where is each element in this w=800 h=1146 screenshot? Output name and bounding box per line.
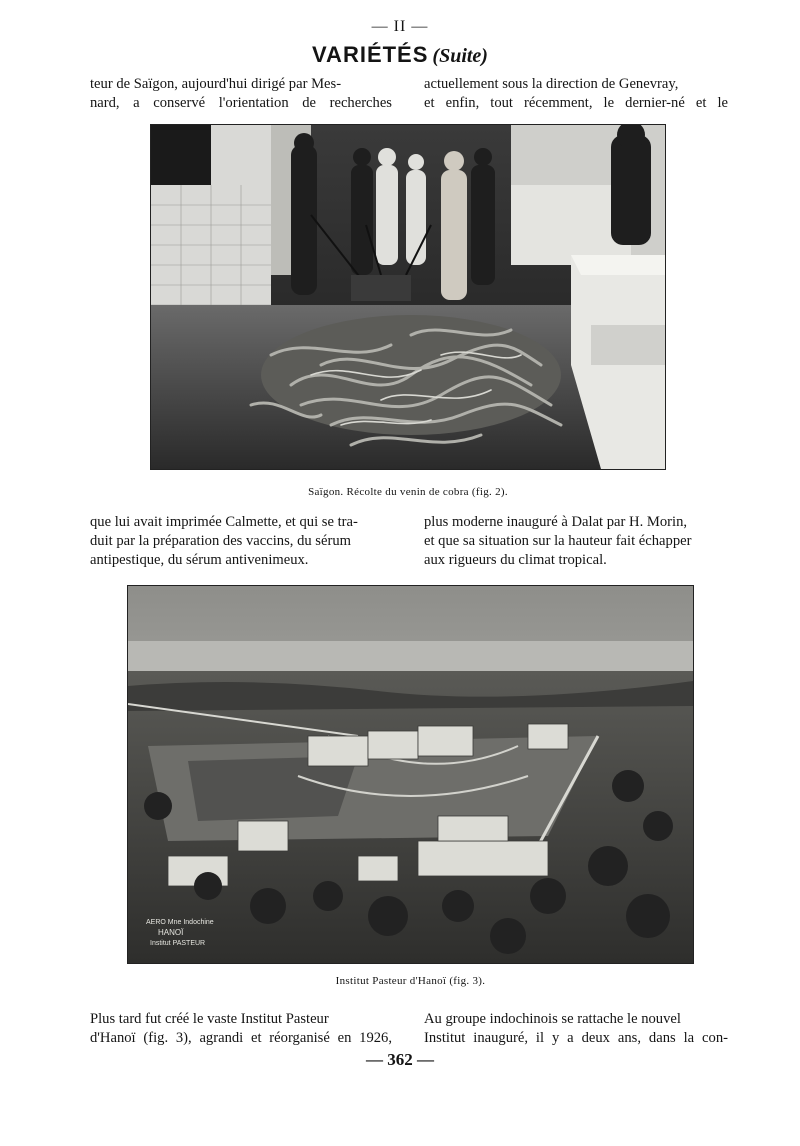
stamp-line-1: AERO Mne Indochine <box>146 919 214 926</box>
page-title <box>0 42 800 68</box>
text-line: nard, a conservé l'orientation de recherches <box>90 95 392 111</box>
stamp-line-2: HANOÏ <box>158 928 184 937</box>
figure-3-caption: Institut Pasteur d'Hanoï (fig. 3). <box>335 975 486 987</box>
text-block-1-left <box>90 75 392 113</box>
text-line: actuellement sous la direction de Genevray, <box>424 76 679 92</box>
text-line: aux rigueurs du climat tropical. <box>424 552 607 568</box>
title-suite: (Suite) <box>432 45 488 67</box>
text-line: et que sa situation sur la hauteur fait échapper <box>424 533 692 549</box>
page-folio: — II — <box>371 18 429 35</box>
stamp-line-3: Institut PASTEUR <box>150 940 206 947</box>
text-block-3-right <box>424 1010 728 1048</box>
text-line: duit par la préparation des vaccins, du sérum <box>90 533 351 549</box>
text-block-2-left <box>90 513 392 570</box>
text-line: et enfin, tout récemment, le dernier-né et le <box>424 95 728 111</box>
figure-2-caption: Saïgon. Récolte du venin de cobra (fig. 2). <box>308 486 508 498</box>
text-block-1-right <box>424 75 728 113</box>
text-line: Plus tard fut créé le vaste Institut Pasteur <box>90 1011 329 1027</box>
photo-hanoi-image <box>128 586 693 963</box>
text-line: d'Hanoï (fig. 3), agrandi et réorganisé en 1926, <box>90 1030 392 1046</box>
page-number: — 362 — <box>366 1050 434 1069</box>
text-block-2-right <box>424 513 728 570</box>
text-line: Institut inauguré, il y a deux ans, dans la con- <box>424 1030 728 1046</box>
text-line: teur de Saïgon, aujourd'hui dirigé par Mes- <box>90 76 342 92</box>
text-line: que lui avait imprimée Calmette, et qui se tra- <box>90 514 358 530</box>
text-line: Au groupe indochinois se rattache le nouvel <box>424 1011 681 1027</box>
text-block-3-left <box>90 1010 392 1048</box>
photo-cobra-image <box>151 125 665 469</box>
text-line: plus moderne inauguré à Dalat par H. Morin, <box>424 514 688 530</box>
photo-cobra-venin <box>150 124 666 470</box>
title-text: VARIÉTÉS <box>312 42 429 67</box>
text-line: antipestique, du sérum antivenimeux. <box>90 552 309 568</box>
photo-institut-hanoi <box>127 585 694 964</box>
